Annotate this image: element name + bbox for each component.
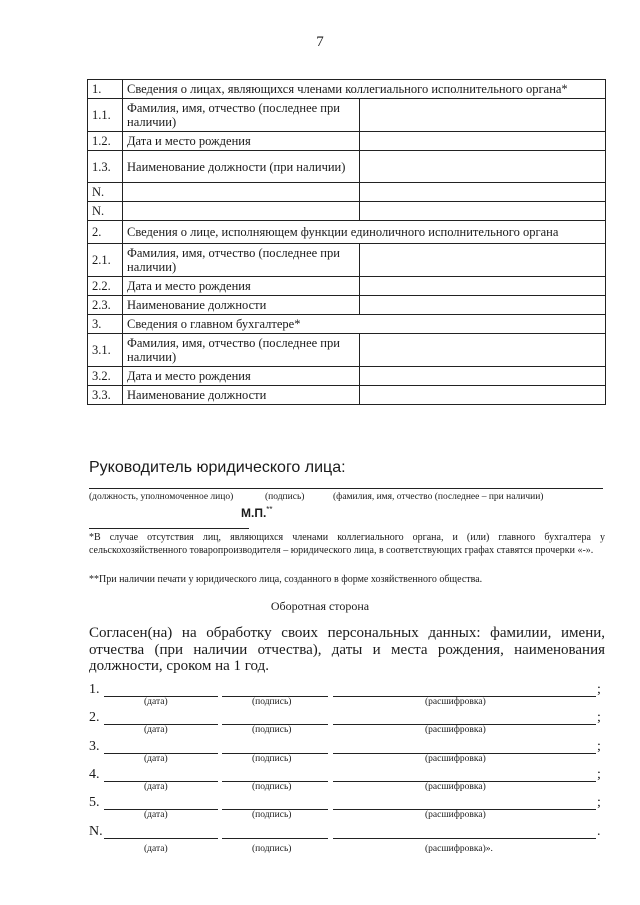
- row-label: Дата и место рождения: [123, 132, 360, 151]
- stamp-mark: М.П.**: [241, 505, 273, 520]
- caption-date: (дата): [144, 781, 168, 792]
- row-value-cell[interactable]: [360, 99, 606, 132]
- caption-signature: (подпись): [252, 753, 292, 764]
- caption-decoding: (расшифровка): [425, 781, 486, 792]
- consent-row-number: 3.: [89, 738, 100, 754]
- page-number: 7: [316, 34, 324, 50]
- row-label: Сведения о лице, исполняющем функции единоличного исполнительного органа: [123, 221, 606, 244]
- footnote-1: *В случае отсутствия лиц, являющихся членами коллегиального органа, и (или) главного бухгалтера у сельскохозяйственного товаропроизводителя – юридического лица, в соответствующих графах ставятся прочерки «-».: [89, 532, 605, 556]
- table-row: [88, 296, 606, 315]
- caption-position: (должность, уполномоченное лицо): [89, 492, 234, 502]
- table-row: [88, 99, 606, 132]
- row-label: Наименование должности: [123, 296, 360, 315]
- caption-signature: (подпись): [252, 810, 292, 821]
- table-row: [88, 221, 606, 244]
- caption-decoding: (расшифровка): [425, 697, 486, 707]
- consent-row-number: N.: [89, 823, 103, 839]
- caption-decoding: (расшифровка)».: [425, 843, 493, 854]
- row-terminator: ;: [597, 795, 601, 811]
- consent-row-number: 5.: [89, 795, 100, 811]
- row-terminator: ;: [597, 710, 601, 726]
- table-row: [88, 80, 606, 99]
- row-label: Сведения о лицах, являющихся членами коллегиального исполнительного органа*: [123, 80, 606, 99]
- caption-date: (дата): [144, 843, 168, 854]
- row-value-cell[interactable]: [360, 277, 606, 296]
- row-label: Фамилия, имя, отчество (последнее при наличии): [123, 244, 360, 277]
- caption-signature: (подпись): [252, 697, 292, 707]
- caption-date: (дата): [144, 725, 168, 736]
- row-number: 3.3.: [88, 386, 123, 405]
- footnote-rule: [89, 528, 249, 529]
- caption-signature: (подпись): [265, 492, 305, 502]
- row-number: 1.1.: [88, 99, 123, 132]
- row-label: [123, 183, 360, 202]
- caption-decoding: (расшифровка): [425, 753, 486, 764]
- table-row: [88, 132, 606, 151]
- row-terminator: ;: [597, 766, 601, 782]
- consent-text: Согласен(на) на обработку своих персональных данных: фамилии, имени, отчества (при наличии отчества), даты и места рождения, наименования должности, сроком на 1 год.: [89, 625, 605, 674]
- row-number: 2.1.: [88, 244, 123, 277]
- row-number: N.: [88, 183, 123, 202]
- row-terminator: .: [597, 823, 601, 839]
- row-terminator: ;: [597, 738, 601, 754]
- row-value-cell[interactable]: [360, 386, 606, 405]
- row-terminator: ;: [597, 682, 601, 697]
- row-value-cell[interactable]: [360, 367, 606, 386]
- decoding-line[interactable]: [333, 838, 596, 839]
- row-value-cell[interactable]: [360, 334, 606, 367]
- caption-date: (дата): [144, 753, 168, 764]
- director-heading: Руководитель юридического лица:: [89, 459, 346, 476]
- footnote-2: **При наличии печати у юридического лица, созданного в форме хозяйственного общества.: [89, 574, 483, 585]
- table-row: [88, 244, 606, 277]
- info-table: [87, 79, 606, 405]
- row-label: Дата и место рождения: [123, 277, 360, 296]
- row-label: Дата и место рождения: [123, 367, 360, 386]
- consent-row-number: 2.: [89, 710, 100, 726]
- row-number: 3.2.: [88, 367, 123, 386]
- caption-date: (дата): [144, 697, 168, 707]
- caption-name: (фамилия, имя, отчество (последнее – при наличии): [333, 492, 544, 502]
- table-row: [88, 183, 606, 202]
- table-row: [88, 277, 606, 296]
- table-row: [88, 202, 606, 221]
- row-label: Наименование должности (при наличии): [123, 151, 360, 183]
- row-label: Наименование должности: [123, 386, 360, 405]
- table-row: [88, 334, 606, 367]
- reverse-side-title: Оборотная сторона: [270, 599, 370, 613]
- caption-decoding: (расшифровка): [425, 810, 486, 821]
- row-number: 1.: [88, 80, 123, 99]
- date-line[interactable]: [104, 838, 218, 839]
- row-number: 1.2.: [88, 132, 123, 151]
- caption-signature: (подпись): [252, 843, 292, 854]
- row-value-cell[interactable]: [360, 183, 606, 202]
- table-row: [88, 315, 606, 334]
- row-number: 2.: [88, 221, 123, 244]
- row-number: N.: [88, 202, 123, 221]
- row-label: Сведения о главном бухгалтере*: [123, 315, 606, 334]
- row-label: Фамилия, имя, отчество (последнее при наличии): [123, 99, 360, 132]
- row-number: 3.1.: [88, 334, 123, 367]
- caption-decoding: (расшифровка): [425, 725, 486, 736]
- table-row: [88, 367, 606, 386]
- caption-signature: (подпись): [252, 781, 292, 792]
- consent-row-number: 4.: [89, 766, 100, 782]
- row-value-cell[interactable]: [360, 151, 606, 183]
- director-signature-line: [89, 488, 603, 489]
- table-row: [88, 151, 606, 183]
- caption-date: (дата): [144, 810, 168, 821]
- row-value-cell[interactable]: [360, 202, 606, 221]
- row-number: 1.3.: [88, 151, 123, 183]
- consent-row-number: 1.: [89, 682, 100, 697]
- row-label: [123, 202, 360, 221]
- row-number: 2.3.: [88, 296, 123, 315]
- row-number: 2.2.: [88, 277, 123, 296]
- caption-signature: (подпись): [252, 725, 292, 736]
- table-row: [88, 386, 606, 405]
- row-value-cell[interactable]: [360, 296, 606, 315]
- row-value-cell[interactable]: [360, 244, 606, 277]
- signature-line[interactable]: [222, 838, 328, 839]
- row-label: Фамилия, имя, отчество (последнее при наличии): [123, 334, 360, 367]
- row-number: 3.: [88, 315, 123, 334]
- row-value-cell[interactable]: [360, 132, 606, 151]
